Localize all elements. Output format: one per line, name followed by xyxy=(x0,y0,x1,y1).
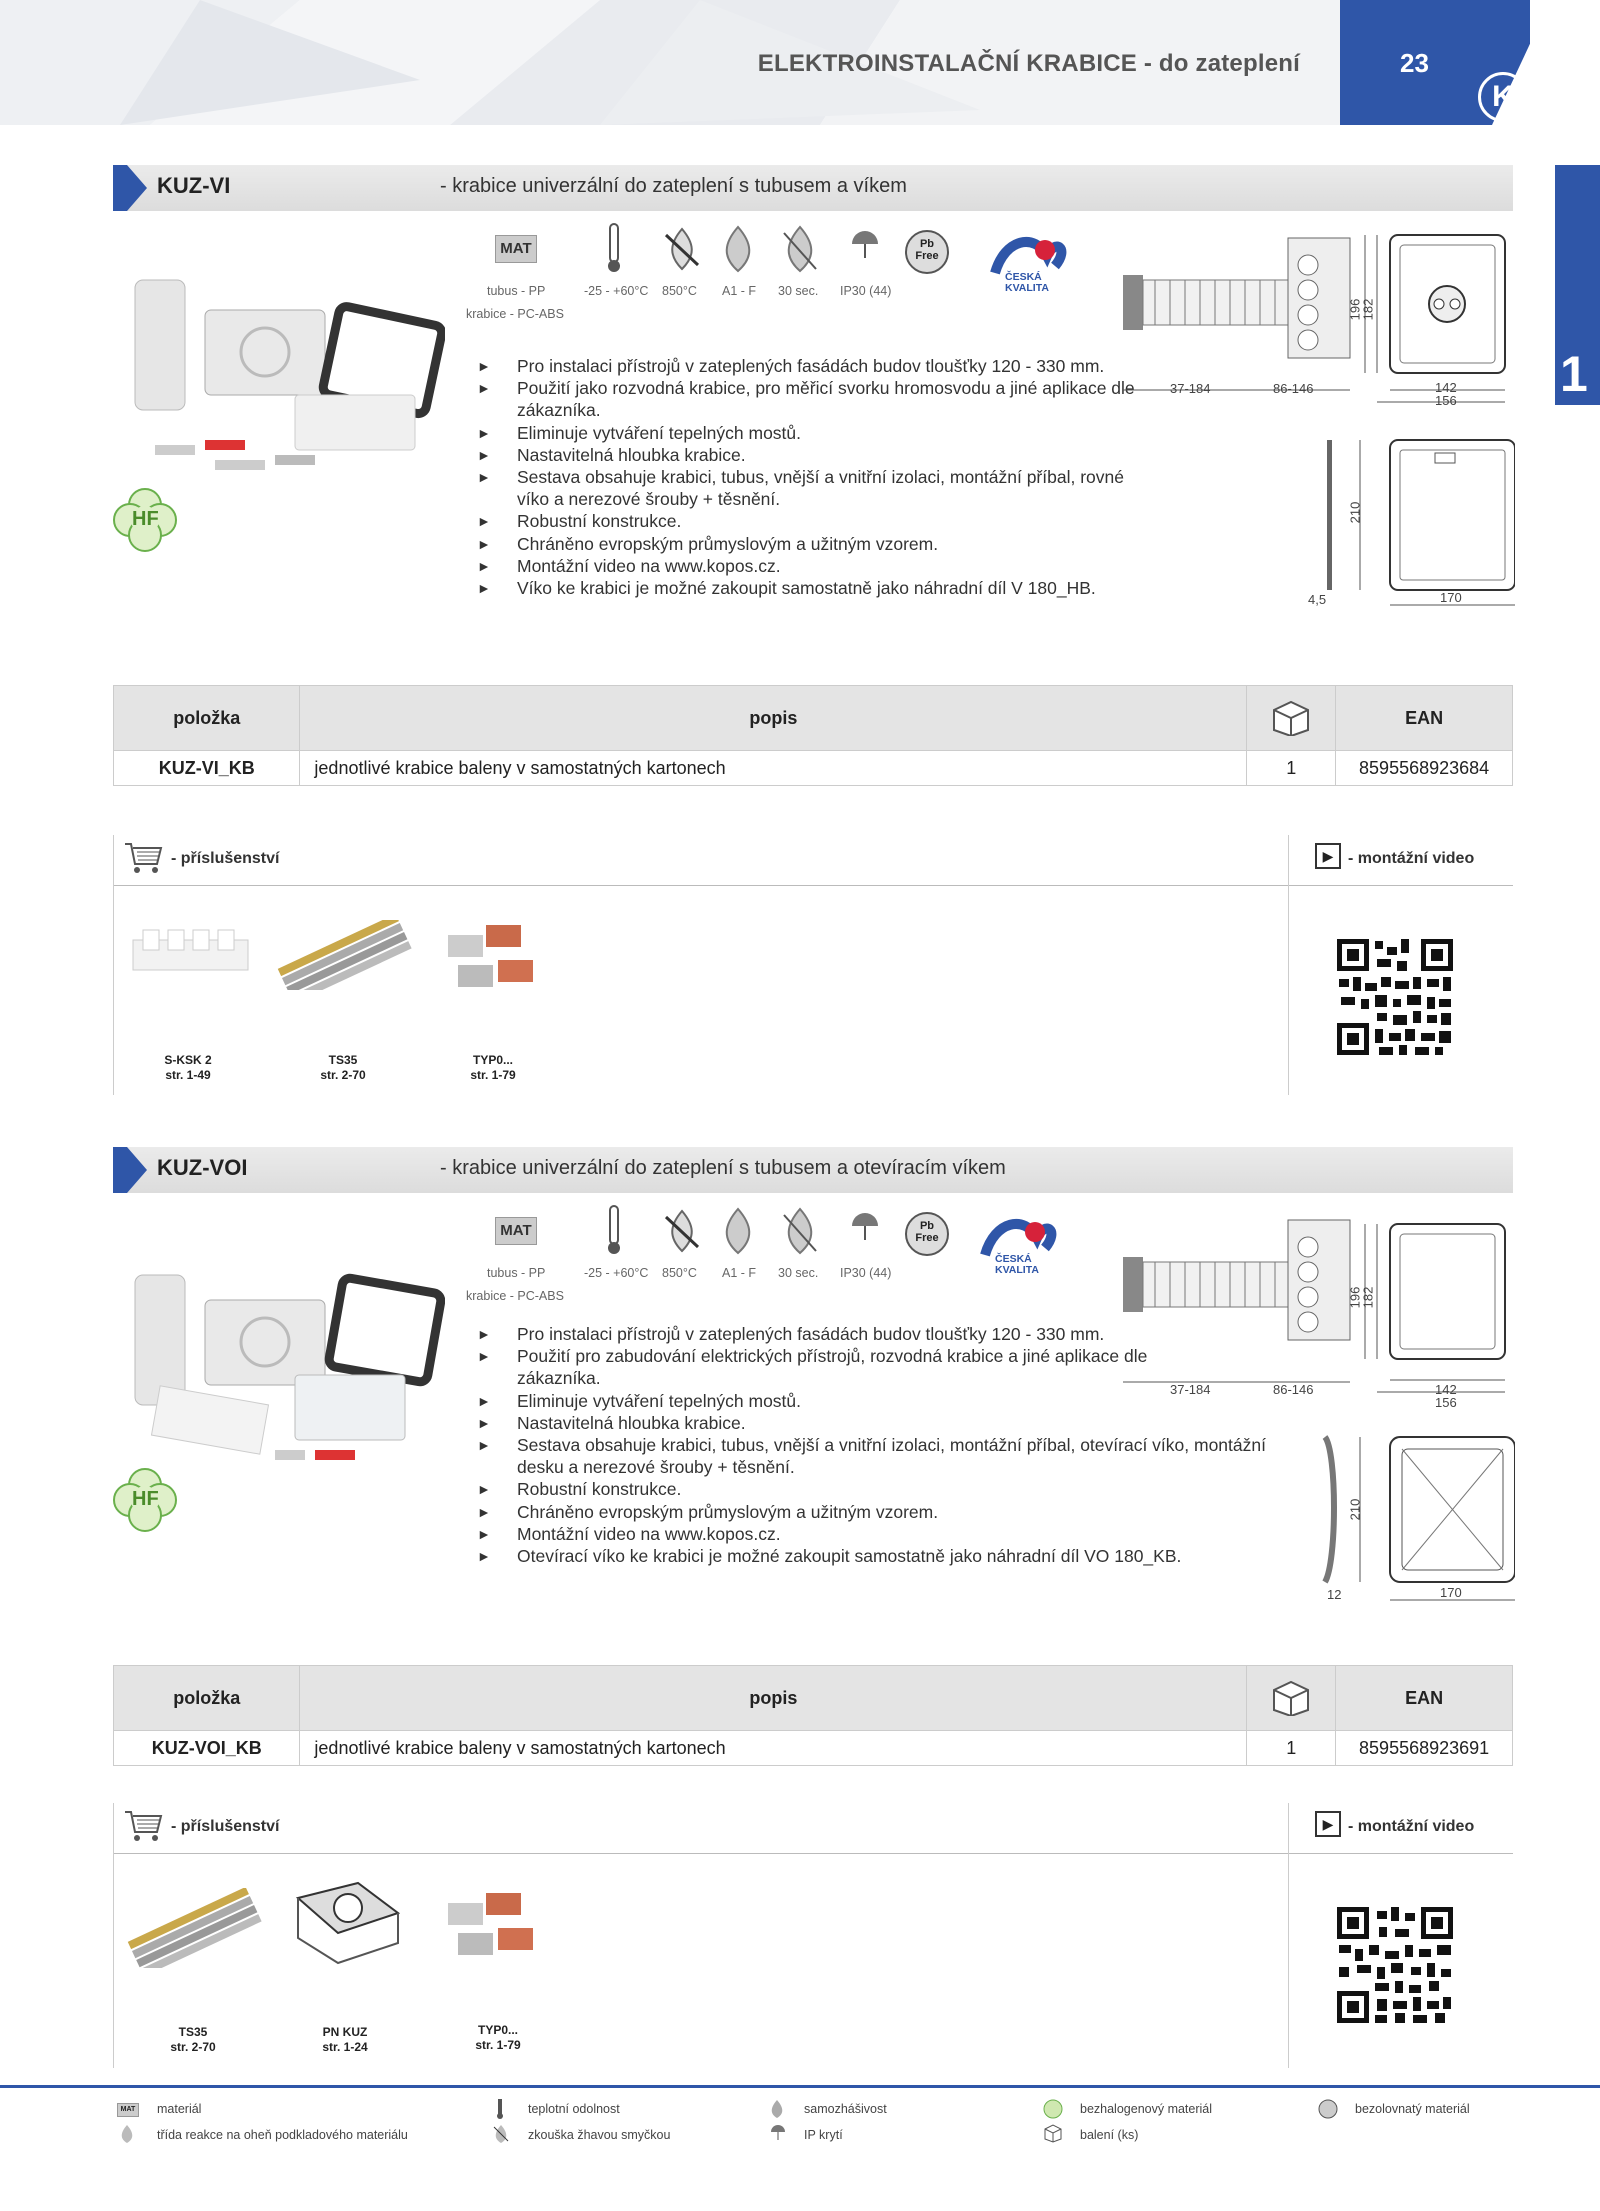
extinguish-time-value: 30 sec. xyxy=(778,284,819,298)
legend-mat-icon: MAT xyxy=(117,2103,139,2117)
self-extinguish-icon xyxy=(778,1207,822,1255)
dim-width-outer: 156 xyxy=(1435,1395,1457,1410)
accessories-label: - příslušenství xyxy=(171,1818,280,1835)
dim-box-depth: 86-146 xyxy=(1273,1382,1314,1397)
mat-text-box: krabice - PC-ABS xyxy=(466,1289,564,1303)
product-table xyxy=(113,1665,1513,1766)
feature-list xyxy=(477,355,1157,599)
hf-badge xyxy=(110,1465,180,1540)
dim-height-inner: 182 xyxy=(1360,1286,1376,1309)
hf-label: HF xyxy=(132,1488,159,1510)
table-cell-qty: 1 xyxy=(1247,1731,1336,1766)
accessory-image-1[interactable] xyxy=(123,1888,263,1968)
quality-badge xyxy=(975,1210,1065,1280)
hf-label: HF xyxy=(132,508,159,530)
dim-lid-width: 170 xyxy=(1440,590,1462,605)
dim-width-inner: 142 xyxy=(1435,1382,1457,1397)
mat-text-box: krabice - PC-ABS xyxy=(466,307,564,321)
quality-label-1: ČESKÁ xyxy=(1005,271,1042,283)
accessory-name: TYP0... xyxy=(477,2023,518,2037)
ip-value: IP30 (44) xyxy=(840,1266,892,1280)
legend-ip: IP krytí xyxy=(804,2128,843,2142)
legend-package-icon xyxy=(1043,2123,1063,2143)
feature-item: ► Montážní video na www.kopos.cz. xyxy=(477,555,1157,577)
col-item-header: položka xyxy=(114,686,300,751)
legend-material: materiál xyxy=(157,2102,202,2116)
accessory-page: str. 1-49 xyxy=(165,1068,211,1082)
dim-lid-thickness: 12 xyxy=(1327,1587,1342,1602)
feature-item: ► Montážní video na www.kopos.cz. xyxy=(477,1523,1247,1545)
quality-label-2: KVALITA xyxy=(995,1264,1039,1276)
legend-fire-class-icon xyxy=(118,2124,136,2144)
glow-wire-icon xyxy=(660,1207,704,1255)
dim-depth: 37-184 xyxy=(1170,381,1211,396)
fire-class-value: A1 - F xyxy=(722,1266,757,1280)
flame-class-icon xyxy=(718,225,758,273)
package-icon xyxy=(1268,1676,1314,1716)
extinguish-time-value: 30 sec. xyxy=(778,1266,819,1280)
hf-badge xyxy=(110,485,180,560)
glow-wire-icon xyxy=(660,225,704,273)
ip-rating-icon xyxy=(850,1210,880,1250)
section-marker xyxy=(113,165,127,211)
accessories-panel xyxy=(113,835,1513,1095)
table-cell-ean: 8595568923691 xyxy=(1336,1731,1513,1766)
dim-width-outer: 156 xyxy=(1435,393,1457,408)
ip-rating-icon xyxy=(850,228,880,268)
section-arrow-icon xyxy=(127,1147,147,1193)
table-cell-ean: 8595568923684 xyxy=(1336,751,1513,786)
product-table xyxy=(113,685,1513,786)
accessory-2[interactable] xyxy=(310,2025,380,2055)
accessory-1[interactable] xyxy=(153,1053,223,1083)
product-description: - krabice univerzální do zateplení s tubusem a víkem xyxy=(440,175,907,197)
dim-width-inner: 142 xyxy=(1435,380,1457,395)
product-photo xyxy=(125,1255,445,1465)
temperature-value: -25 - +60°C xyxy=(584,284,649,298)
accessory-name: PN KUZ xyxy=(322,2025,368,2039)
col-ean-header: EAN xyxy=(1336,686,1513,751)
lead-free-label: Pb Free xyxy=(915,238,939,262)
thermometer-icon xyxy=(603,222,625,274)
flame-class-icon xyxy=(718,1207,758,1255)
feature-item: ► Pro instalaci přístrojů v zateplených fasádách budov tloušťky 120 - 330 mm. xyxy=(477,355,1157,377)
col-desc-header: popis xyxy=(300,686,1247,751)
feature-item: ► Chráněno evropským průmyslovým a užitným vzorem. xyxy=(477,533,1157,555)
feature-item: ► Robustní konstrukce. xyxy=(477,510,1157,532)
product-code: KUZ-VI xyxy=(157,173,231,198)
accessory-image-2[interactable] xyxy=(288,1878,408,1968)
col-package-header xyxy=(1247,1666,1336,1731)
dim-lid-thickness: 4,5 xyxy=(1308,592,1327,607)
accessory-page: str. 1-79 xyxy=(475,2038,521,2052)
product-description: - krabice univerzální do zateplení s tubusem a otevíracím víkem xyxy=(440,1157,1006,1179)
play-video-icon[interactable]: ▶ xyxy=(1315,1811,1341,1837)
ip-value: IP30 (44) xyxy=(840,284,892,298)
accessory-name: TS35 xyxy=(178,2025,208,2039)
feature-item: ► Použití jako rozvodná krabice, pro měřicí svorku hromosvodu a jiné aplikace dle zákazníka. xyxy=(477,377,1157,421)
glow-wire-value: 850°C xyxy=(662,1266,697,1280)
col-package-header xyxy=(1247,686,1336,751)
product-photo xyxy=(125,270,445,480)
feature-item: ► Pro instalaci přístrojů v zateplených fasádách budov tloušťky 120 - 330 mm. xyxy=(477,1323,1157,1345)
feature-item: ► Sestava obsahuje krabici, tubus, vnější a vnitřní izolaci, montážní příbal, rovné víko a nerezové šrouby + těsnění. xyxy=(477,466,1157,510)
lead-free-label: Pb Free xyxy=(915,1220,939,1244)
table-cell-desc: jednotlivé krabice baleny v samostatných kartonech xyxy=(300,1731,1247,1766)
package-icon xyxy=(1268,696,1314,736)
legend-glow-wire: zkouška žhavou smyčkou xyxy=(528,2128,671,2142)
product-code: KUZ-VOI xyxy=(157,1155,248,1180)
accessory-name: TS35 xyxy=(328,1053,358,1067)
col-ean-header: EAN xyxy=(1336,1666,1513,1731)
legend-fire-class: třída reakce na oheň podkladového materiálu xyxy=(157,2128,408,2142)
legend-lead-free: bezolovnatý materiál xyxy=(1355,2102,1470,2116)
self-extinguish-icon xyxy=(778,225,822,273)
legend-package: balení (ks) xyxy=(1080,2128,1139,2142)
dim-lid-width: 170 xyxy=(1440,1585,1462,1600)
dim-lid-height: 210 xyxy=(1347,1498,1363,1521)
page-number: 23 xyxy=(1400,48,1429,78)
quality-badge xyxy=(985,228,1075,298)
cart-icon xyxy=(123,1808,163,1844)
accessory-page: str. 2-70 xyxy=(170,2040,216,2054)
accessory-1[interactable] xyxy=(158,2025,228,2055)
accessories-panel xyxy=(113,1803,1513,2068)
video-label[interactable]: - montážní video xyxy=(1348,1818,1475,1835)
legend-halogen-free: bezhalogenový materiál xyxy=(1080,2102,1213,2116)
dim-height-inner: 182 xyxy=(1360,298,1376,321)
feature-item: ► Nastavitelná hloubka krabice. xyxy=(477,1412,1247,1434)
col-item-header: položka xyxy=(114,1666,300,1731)
feature-item: ► Eliminuje vytváření tepelných mostů. xyxy=(477,1390,1247,1412)
section-marker xyxy=(113,1147,127,1193)
technical-drawing xyxy=(1115,230,1515,610)
video-label[interactable]: - montážní video xyxy=(1348,850,1475,867)
mat-text-tube: tubus - PP xyxy=(487,1266,546,1280)
col-desc-header: popis xyxy=(300,1666,1247,1731)
mat-text-tube: tubus - PP xyxy=(487,284,546,298)
feature-item: ► Sestava obsahuje krabici, tubus, vnější a vnitřní izolaci, montážní příbal, otevírací víko, montážní desku a nerezové šrouby + těsnění. xyxy=(477,1434,1277,1478)
dim-height-outer: 196 xyxy=(1347,1286,1363,1309)
legend-lead-free-icon xyxy=(1318,2099,1338,2119)
mat-icon: MAT xyxy=(495,1217,537,1245)
footer-divider xyxy=(0,2085,1600,2088)
dim-box-depth: 86-146 xyxy=(1273,381,1314,396)
accessories-label: - příslušenství xyxy=(171,850,280,867)
qr-code[interactable] xyxy=(1335,1905,1455,2025)
qr-code[interactable] xyxy=(1335,937,1455,1057)
accessory-image-1[interactable] xyxy=(128,925,253,985)
dim-lid-height: 210 xyxy=(1347,501,1363,524)
accessory-2[interactable] xyxy=(308,1053,378,1083)
thermometer-icon xyxy=(603,1204,625,1256)
legend-thermometer-icon xyxy=(495,2098,505,2120)
feature-item: ► Robustní konstrukce. xyxy=(477,1478,1247,1500)
accessory-page: str. 2-70 xyxy=(320,1068,366,1082)
dim-depth: 37-184 xyxy=(1170,1382,1211,1397)
legend-hf-icon xyxy=(1043,2099,1063,2119)
accessory-3[interactable] xyxy=(458,1053,528,1083)
feature-item: ► Víko ke krabici je možné zakoupit samostatně jako náhradní díl V 180_HB. xyxy=(477,577,1157,599)
lead-free-icon xyxy=(903,1210,951,1258)
accessory-page: str. 1-79 xyxy=(470,1068,516,1082)
accessory-image-3[interactable] xyxy=(438,1888,558,1968)
table-cell-item: KUZ-VOI_KB xyxy=(114,1731,300,1766)
temperature-value: -25 - +60°C xyxy=(584,1266,649,1280)
accessory-3[interactable] xyxy=(463,2023,533,2053)
legend-ip-icon xyxy=(770,2124,786,2142)
feature-item: ► Otevírací víko ke krabici je možné zakoupit samostatně jako náhradní díl VO 180_KB. xyxy=(477,1545,1247,1567)
section-arrow-icon xyxy=(127,165,147,211)
feature-item: ► Nastavitelná hloubka krabice. xyxy=(477,444,1157,466)
table-cell-qty: 1 xyxy=(1247,751,1336,786)
legend-self-extinguish: samozhášivost xyxy=(804,2102,887,2116)
accessory-page: str. 1-24 xyxy=(322,2040,368,2054)
fire-class-value: A1 - F xyxy=(722,284,757,298)
legend-glow-wire-icon xyxy=(492,2124,510,2144)
chapter-number: 1 xyxy=(1560,346,1588,402)
technical-drawing xyxy=(1115,1212,1515,1612)
play-video-icon[interactable]: ▶ xyxy=(1315,843,1341,869)
cart-icon xyxy=(123,840,163,876)
feature-item: ► Eliminuje vytváření tepelných mostů. xyxy=(477,422,1157,444)
dim-height-outer: 196 xyxy=(1347,298,1363,321)
accessory-name: S-KSK 2 xyxy=(164,1053,212,1067)
accessory-name: TYP0... xyxy=(472,1053,513,1067)
brand-logo: K xyxy=(1478,72,1528,122)
quality-label-1: ČESKÁ xyxy=(995,1253,1032,1265)
legend-self-extinguish-icon xyxy=(768,2099,786,2119)
feature-item: ► Použití pro zabudování elektrických přístrojů, rozvodná krabice a jiné aplikace dle zákazníka. xyxy=(477,1345,1157,1389)
page-title: ELEKTROINSTALAČNÍ KRABICE - do zateplení xyxy=(757,50,1300,77)
quality-label-2: KVALITA xyxy=(1005,282,1049,294)
accessory-image-3[interactable] xyxy=(438,920,558,1000)
feature-item: ► Chráněno evropským průmyslovým a užitným vzorem. xyxy=(477,1501,1247,1523)
glow-wire-value: 850°C xyxy=(662,284,697,298)
table-cell-item: KUZ-VI_KB xyxy=(114,751,300,786)
table-cell-desc: jednotlivé krabice baleny v samostatných kartonech xyxy=(300,751,1247,786)
accessory-image-2[interactable] xyxy=(273,920,413,990)
legend-temperature: teplotní odolnost xyxy=(528,2102,620,2116)
lead-free-icon xyxy=(903,228,951,276)
mat-icon: MAT xyxy=(495,235,537,263)
